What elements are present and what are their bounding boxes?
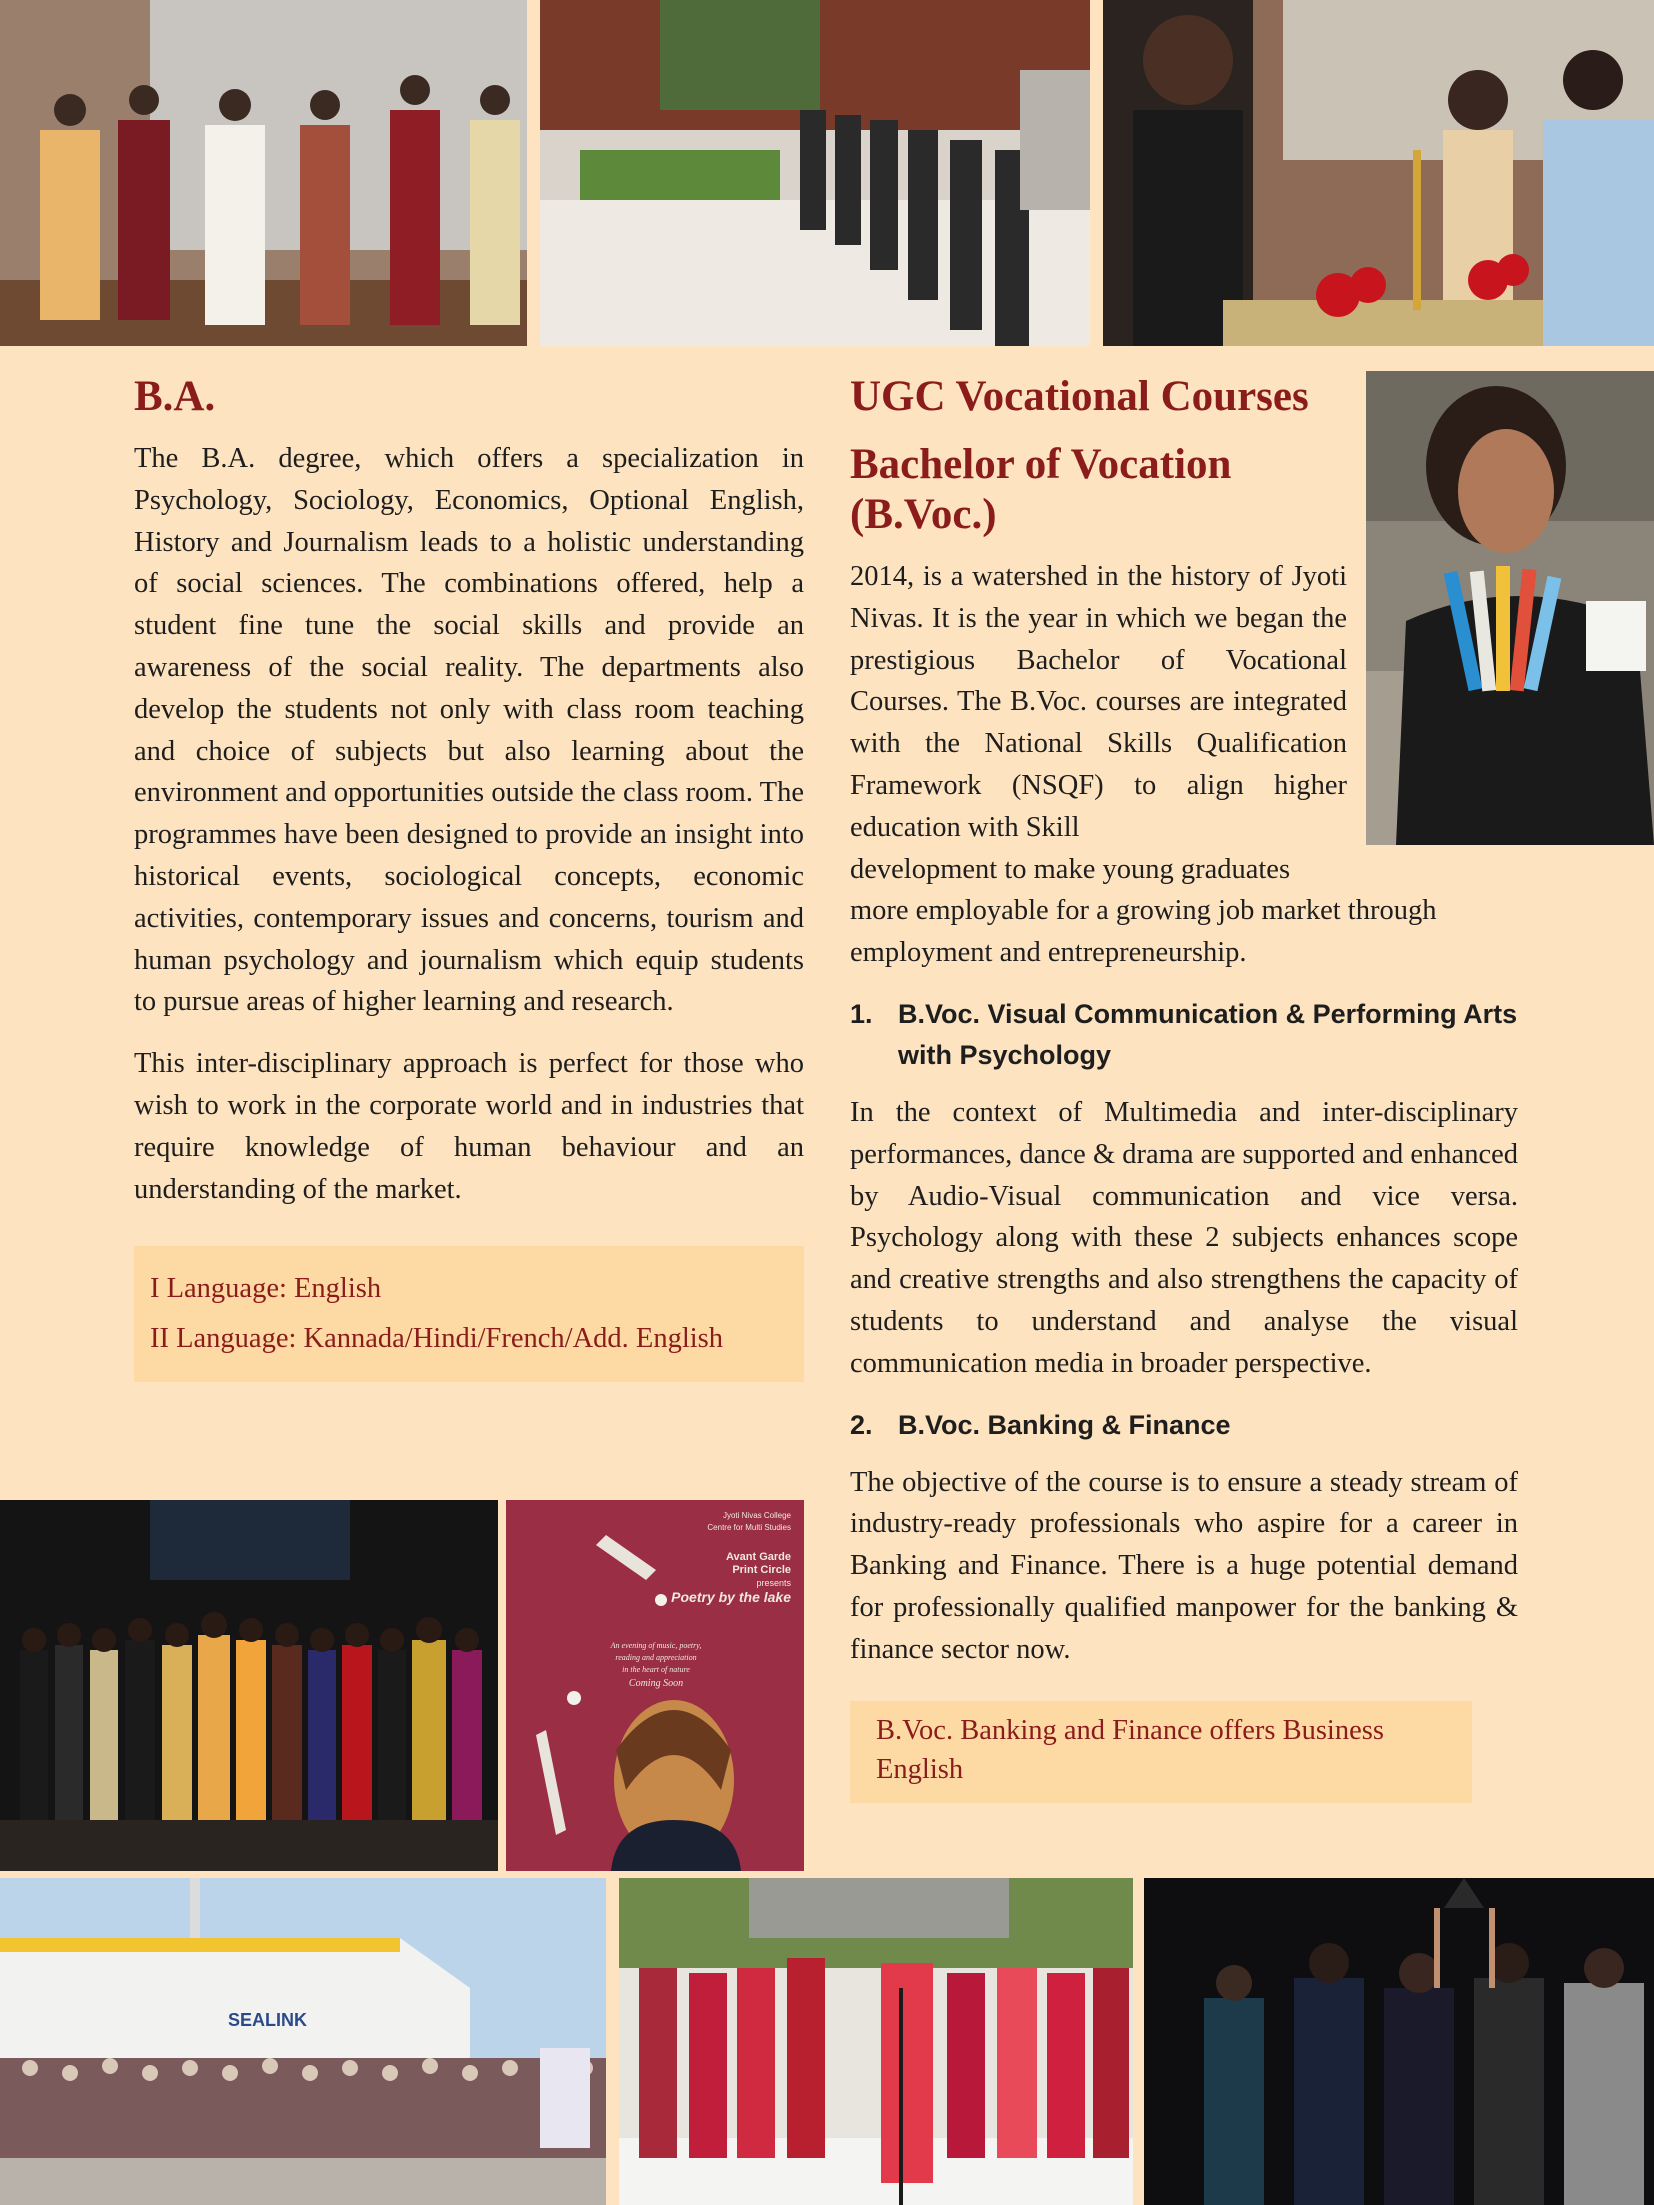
photo-poetry-poster bbox=[506, 1500, 804, 1871]
photo-courtyard-line bbox=[540, 0, 1090, 346]
photo-book-release bbox=[0, 0, 527, 346]
poster-line-8: reading and appreciation bbox=[615, 1653, 697, 1662]
course-2-title bbox=[850, 1405, 1518, 1446]
ugc-heading: UGC Vocational Courses bbox=[850, 373, 1309, 420]
bvoc-intro-line-2: more employable for a growing job market through bbox=[850, 895, 1437, 927]
photo-stage-group bbox=[0, 1500, 498, 1871]
course-2-name: B.Voc. Banking & Finance bbox=[898, 1409, 1231, 1440]
first-language: I Language: English bbox=[150, 1273, 382, 1305]
photo-student-portrait bbox=[1366, 371, 1654, 845]
bvoc-intro: 2014, is a watershed in the history of Jyoti Nivas. It is the year in which we began the prestigious Bachelor of Vocational Courses. The B.Voc. courses are integrated with the National Skills Qualification Framework (NSQF) to align higher education with Skill bbox=[850, 561, 1347, 843]
bvoc-intro-line-3: employment and entrepreneurship. bbox=[850, 937, 1247, 969]
poster-line-7: An evening of music, poetry, bbox=[610, 1641, 702, 1650]
poster-title: Poetry by the lake bbox=[671, 1589, 791, 1605]
poster-print-circle: Print Circle bbox=[732, 1564, 791, 1576]
bvoc-subheading: Bachelor of Vocation (B.Voc.) bbox=[850, 441, 1232, 538]
course-1-name: B.Voc. Visual Communication & Performing Arts with Psychology bbox=[898, 998, 1518, 1070]
photo-lamp-lighting bbox=[1103, 0, 1654, 346]
poster-presents: presents bbox=[756, 1578, 791, 1588]
poster-avant-garde: Avant Garde bbox=[725, 1551, 791, 1563]
ba-section bbox=[134, 368, 804, 1382]
poster-line-9: in the heart of nature bbox=[622, 1665, 690, 1674]
poster-coming-soon: Coming Soon bbox=[628, 1678, 684, 1689]
poster-centre: Centre for Multi Studies bbox=[707, 1523, 791, 1532]
course-1-number: 1. bbox=[850, 998, 873, 1029]
ba-paragraph-2: This inter-disciplinary approach is perfect for those who wish to work in the corporate world and in industries that require knowledge of human behaviour and an understanding of the market. bbox=[134, 1048, 804, 1205]
poster-college: Jyoti Nivas College bbox=[722, 1511, 791, 1520]
course-1-title bbox=[850, 994, 1518, 1076]
bvoc-intro-line-1: development to make young graduates bbox=[850, 853, 1291, 885]
course-2-description: The objective of the course is to ensure a steady stream of industry-ready professionals who aspire for a career in Banking and Finance. There is a huge potential demand for professionally qualified manpower for the banking & finance sector now. bbox=[850, 1466, 1518, 1665]
business-english-note: B.Voc. Banking and Finance offers Business English bbox=[850, 1701, 1472, 1803]
course-2-number: 2. bbox=[850, 1409, 873, 1440]
language-box bbox=[134, 1246, 804, 1382]
course-1-description: In the context of Multimedia and inter-disciplinary performances, dance & drama are supported and enhanced by Audio-Visual communication and vice versa. Psychology along with these 2 subjects enhances scope and creative strengths and also strengthens the capacity of students to understand and analyse the visual communication media in broader perspective. bbox=[850, 1096, 1518, 1379]
photo-boat-group bbox=[0, 1878, 606, 2205]
photo-stage-performance bbox=[1144, 1878, 1654, 2205]
ba-heading: B.A. bbox=[134, 373, 216, 420]
photo-singing-outdoors bbox=[619, 1878, 1133, 2205]
ba-paragraph-1: The B.A. degree, which offers a specialization in Psychology, Sociology, Economics, Optional English, History and Journalism leads to a holistic understanding of social sciences. The combinations offered, help a student fine tune the social skills and provide an awareness of the social reality. The departments also develop the students not only with class room teaching and choice of subjects but also learning about the environment and opportunities outside the class room. The programmes have been designed to provide an insight into historical events, sociological concepts, economic activities, contemporary issues and concerns, tourism and human psychology and journalism which equip students to pursue areas of higher learning and research. bbox=[134, 443, 804, 1018]
second-language: II Language: Kannada/Hindi/French/Add. English bbox=[150, 1323, 724, 1355]
boat-name: SEALINK bbox=[228, 2010, 308, 2030]
